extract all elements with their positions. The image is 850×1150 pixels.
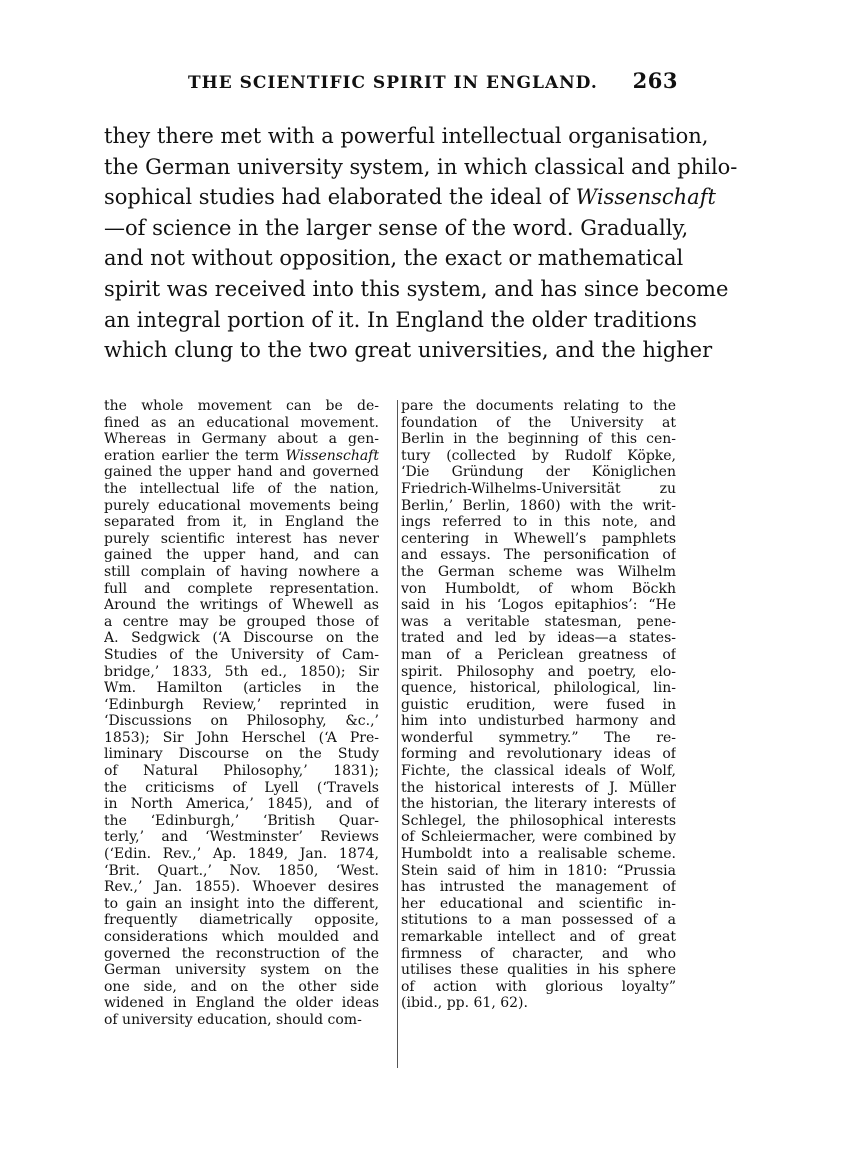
footnote-line: bridge,’ 1833, 5th ed., 1850); Sir	[104, 663, 379, 680]
footnote-line: German university system on the	[104, 962, 379, 979]
footnote-line: the criticisms of Lyell (‘Travels	[104, 779, 379, 796]
footnote-line: gained the upper hand, and can	[104, 547, 379, 564]
footnote-line: tury (collected by Rudolf Köpke,	[401, 447, 676, 464]
footnote-line: of Schleiermacher, were combined by	[401, 829, 676, 846]
footnote-line: man of a Periclean greatness of	[401, 646, 676, 663]
footnote-line: frequently diametrically opposite,	[104, 912, 379, 929]
footnote-line: gained the upper hand and governed	[104, 464, 379, 481]
footnote-line: centering in Whewell’s pamphlets	[401, 530, 676, 547]
footnote-line: terly,’ and ‘Westminster’ Reviews	[104, 829, 379, 846]
footnotes	[104, 398, 676, 1029]
footnote-line: a centre may be grouped those of	[104, 613, 379, 630]
footnote-line: ‘Die Gründung der Königlichen	[401, 464, 676, 481]
footnote-right-column	[401, 398, 676, 1029]
footnote-line: spirit. Philosophy and poetry, elo-	[401, 663, 676, 680]
footnote-line: (‘Edin. Rev.,’ Ap. 1849, Jan. 1874,	[104, 846, 379, 863]
body-line: —of science in the larger sense of the word. Gradually,	[104, 215, 689, 240]
body-line: sophical studies had elaborated the ideal of Wissenschaft	[104, 185, 716, 210]
body-line: the German university system, in which classical and philo-	[104, 154, 738, 179]
footnote-line: ings referred to in this note, and	[401, 514, 676, 531]
footnote-line: of action with glorious loyalty”	[401, 978, 676, 995]
footnote-line: of university education, should com-	[104, 1011, 362, 1028]
footnote-line: Studies of the University of Cam-	[104, 646, 379, 663]
footnote-line: said in his ‘Logos epitaphios’: “He	[401, 597, 676, 614]
footnote-line: fined as an educational movement.	[104, 414, 379, 431]
footnote-line: Stein said of him in 1810: “Prussia	[401, 862, 676, 879]
footnote-line: firmness of character, and who	[401, 945, 676, 962]
footnote-line: full and complete representation.	[104, 580, 379, 597]
footnote-line: governed the reconstruction of the	[104, 945, 379, 962]
footnote-line: von Humboldt, of whom Böckh	[401, 580, 676, 597]
footnote-line: purely educational movements being	[104, 497, 379, 514]
footnote-line: considerations which moulded and	[104, 929, 379, 945]
footnote-line: in North America,’ 1845), and of	[104, 796, 379, 813]
footnote-line: forming and revolutionary ideas of	[401, 746, 676, 763]
footnote-line: the whole movement can be de-	[104, 398, 379, 414]
footnote-line: her educational and scientific in-	[401, 895, 676, 912]
footnote-line: Around the writings of Whewell as	[104, 597, 379, 614]
footnote-line: him into undisturbed harmony and	[401, 713, 676, 730]
body-line: they there met with a powerful intellectual organisation,	[104, 124, 709, 148]
footnote-line: eration earlier the term Wissenschaft	[104, 447, 379, 464]
page-number: 263	[632, 68, 678, 93]
footnote-line: 1853); Sir John Herschel (‘A Pre-	[104, 729, 379, 746]
footnote-line: Rev.,’ Jan. 1855). Whoever desires	[104, 879, 379, 896]
body-line: which clung to the two great universities, and the higher	[104, 338, 713, 363]
footnote-line: Berlin in the beginning of this cen-	[401, 431, 676, 448]
footnote-line: stitutions to a man possessed of a	[401, 912, 676, 929]
footnote-line: Humboldt into a realisable scheme.	[401, 846, 676, 863]
footnote-line: and essays. The personification of	[401, 547, 676, 564]
footnote-line: wonderful symmetry.” The re-	[401, 729, 676, 746]
footnote-line: one side, and on the other side	[104, 978, 379, 995]
footnote-line: has intrusted the management of	[401, 879, 676, 896]
footnote-line: Fichte, the classical ideals of Wolf,	[401, 763, 676, 780]
footnote-line: the historian, the literary interests of	[401, 796, 676, 813]
main-text	[104, 121, 738, 366]
body-line: an integral portion of it. In England the older traditions	[104, 307, 697, 332]
footnote-line: remarkable intellect and of great	[401, 929, 676, 945]
footnote-line: was a veritable statesman, pene-	[401, 613, 676, 630]
footnote-line: quence, historical, philological, lin-	[401, 680, 676, 697]
footnote-line: to gain an insight into the different,	[104, 895, 379, 912]
footnote-line: the historical interests of J. Müller	[401, 779, 676, 796]
footnote-line: guistic erudition, were fused in	[401, 696, 676, 713]
footnote-line: liminary Discourse on the Study	[104, 746, 379, 763]
footnote-line: A. Sedgwick (‘A Discourse on the	[104, 630, 379, 647]
column-divider	[397, 400, 398, 1068]
footnote-line: ‘Brit. Quart.,’ Nov. 1850, ‘West.	[104, 862, 379, 879]
footnote-line: separated from it, in England the	[104, 514, 379, 531]
footnote-line: Schlegel, the philosophical interests	[401, 812, 676, 829]
footnote-line: utilises these qualities in his sphere	[401, 962, 676, 979]
body-line: spirit was received into this system, and has since become	[104, 276, 729, 301]
footnote-line: foundation of the University at	[401, 414, 676, 431]
footnote-line: trated and led by ideas—a states-	[401, 630, 676, 647]
footnote-line: Berlin,’ Berlin, 1860) with the writ-	[401, 497, 676, 514]
footnote-line: (ibid., pp. 61, 62).	[401, 995, 528, 1012]
running-header	[188, 68, 678, 98]
footnote-line: purely scientific interest has never	[104, 530, 379, 547]
footnote-line: the ‘Edinburgh,’ ‘British Quar-	[104, 812, 379, 829]
footnote-line: Whereas in Germany about a gen-	[104, 431, 379, 448]
footnote-line: of Natural Philosophy,’ 1831);	[104, 763, 379, 780]
footnote-line: the German scheme was Wilhelm	[401, 563, 676, 580]
running-title: THE SCIENTIFIC SPIRIT IN ENGLAND.	[188, 73, 598, 93]
footnote-line: ‘Discussions on Philosophy, &c.,’	[104, 713, 379, 730]
body-line: and not without opposition, the exact or mathematical	[104, 246, 684, 271]
footnote-line: ‘Edinburgh Review,’ reprinted in	[104, 696, 379, 713]
footnote-line: the intellectual life of the nation,	[104, 480, 379, 497]
footnote-left-column	[104, 398, 379, 1029]
footnote-line: still complain of having nowhere a	[104, 563, 379, 580]
footnote-line: widened in England the older ideas	[104, 995, 379, 1012]
footnote-line: Wm. Hamilton (articles in the	[104, 680, 379, 697]
footnote-line: pare the documents relating to the	[401, 398, 676, 414]
footnote-line: Friedrich-Wilhelms-Universität zu	[401, 480, 676, 497]
